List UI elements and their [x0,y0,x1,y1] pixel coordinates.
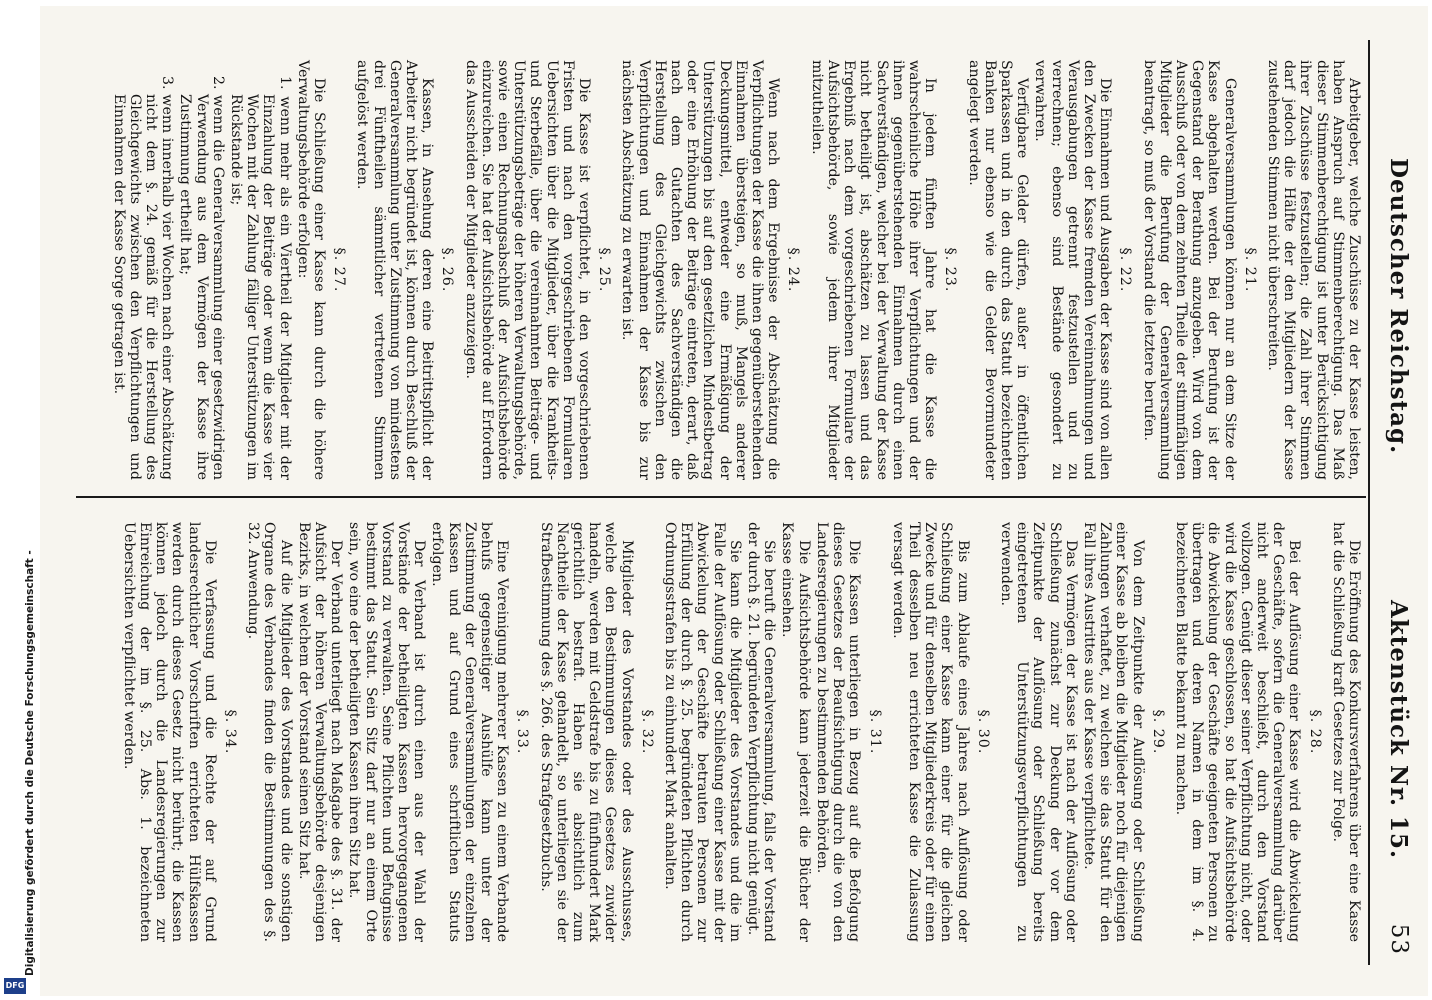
column-divider [76,496,1366,498]
list-item: 1. wenn mehr als ein Viertheil der Mitglieder mit der Einzahlung der Beiträge oder wenn die Kasse vier Wochen mit der Zahlung fälliger Unterstützungen im Rückstande ist; [228,76,293,480]
paragraph: Die Einnahmen und Ausgaben der Kasse sind von allen den Zwecken der Kasse fremden Vereinnahmungen und Verausgabungen getrennt festzustellen und zu verrechnen; ebenso sind Bestände gesondert zu verwahren. [1032,60,1114,480]
paragraph: Von dem Zeitpunkte der Auflösung oder Schließung einer Kasse ab bleiben die Mitglieder noch für diejenigen Zahlungen verhaftet, zu welchen sie das Statut für den Fall ihres Austrittes aus der Kasse verpflichtete. [1080,522,1146,942]
paragraph: Die Kassen unterliegen in Bezug auf die Befolgung dieses Gesetzes der Beaufsichtigung durch die von den Landesregierungen zu bestimmenden Behörden. [813,522,863,942]
paragraph: Die Eröffnung des Konkursverfahrens über eine Kasse hat die Schließung kraft Gesetzes zur Folge. [1329,522,1362,942]
paragraph: Sie beruft die Generalversammlung, falls der Vorstand der durch §. 21. begründeten Verpflichtung nicht genügt. [745,522,778,942]
paragraph: Die Schließung einer Kasse kann durch die höhere Verwaltungsbehörde erfolgen: [294,60,328,480]
paragraph: Auf die Mitglieder des Vorstandes und die sonstigen Organe des Verbandes finden die Bestimmungen des §. 32. Anwendung. [245,522,294,942]
digitization-footer [0,0,36,1000]
left-column [108,60,1362,480]
dfg-logo: DFG [4,978,26,994]
section-heading-33: §. 33. [514,709,531,755]
section-heading-21: §. 21. [1241,247,1258,293]
paragraph: Die Verfassung und die Rechte der auf Grund landesrechtlicher Vorschriften errichteten Hülfskassen werden durch dieses Gesetz nicht berührt; die Kassen können jedoch durch die Landesregierungen zur Einreichung der im §. 25. Abs. 1. bezeichneten Uebersichten verpflichtet werden. [120,522,218,942]
header-right: Aktenstück Nr. 15. [1385,600,1412,860]
section-heading-28: §. 28. [1306,709,1323,755]
paragraph: Der Verband ist durch einen aus der Wahl der Vorstände der betheiligten Kassen hervorgegangenen Vorstand zu verwalten. Seine Pflichten und Befugnisse bestimmt das Statut. Sein Sitz darf nur an einem Orte sein, wo eine der betheiligten Kassen ihren Sitz hat. [346,522,428,942]
paragraph: Arbeitgeber, welche Zuschüsse zu der Kasse leisten, haben Anspruch auf Stimmenberechtigung. Das Maß dieser Stimmenberechtigung ist unter Berücksichtigung ihrer Zuschüsse festzustellen; die Zahl ihrer Stimmen darf jedoch die Hälfte der den Mitgliedern der Kasse zustehenden Stimmen nicht überschreiten. [1264,60,1362,480]
rotated-page [32,0,1432,1000]
paragraph: Bei der Auflösung einer Kasse wird die Abwickelung der Geschäfte, sofern die Generalversammlung darüber nicht anderweit beschließt, durch den Vorstand vollzogen. Genügt dieser seiner Verpflichtung nicht, oder wird die Kasse geschlossen, so hat die Aufsichtsbehörde die Abwickelung der Geschäfte geeigneten Personen zu übertragen und deren Namen in dem im §. 4. bezeichneten Blatte bekannt zu machen. [1172,522,1303,942]
paragraph: Das Vermögen der Kasse ist nach der Auflösung oder Schließung zunächst zur Deckung der vor dem Zeitpunkte der Auflösung oder Schließung bereits eingetretenen Unterstützungsverpflichtungen zu verwenden. [997,522,1079,942]
section-heading-32: §. 32. [638,709,655,755]
paragraph: Verfügbare Gelder dürfen, außer in öffentlichen Sparkassen und in den durch das Statut bezeichneten Banken nur ebenso wie die Gelder Bevormundeter angelegt werden. [965,60,1031,480]
section-heading-26: §. 26. [439,247,456,293]
section-heading-34: §. 34. [222,709,238,755]
section-heading-24: §. 24. [785,247,802,293]
list-item: 3. wenn innerhalb vier Wochen nach einer Abschätzung nicht dem §. 24. gemäß für die Herstellung des Gleichgewichts zwischen den Verpflichtungen und Einnahmen der Kasse Sorge getragen ist. [110,76,176,480]
paragraph: Wenn nach dem Ergebnisse der Abschätzung die Verpflichtungen der Kasse die ihnen gegenüberstehenden Einnahmen übersteigen, so muß, Mangels anderer Deckungsmittel, entweder eine Ermäßigung der Unterstützungen bis auf den gesetzlichen Mindestbetrag oder eine Erhöhung der Beiträge eintreten, derart, daß nach dem Gutachten des Sachverständigen die Herstellung des Gleichgewichts zwischen den Verpflichtungen und Einnahmen der Kasse bis zur nächsten Abschätzung zu erwarten ist. [619,60,782,480]
right-column [119,522,1362,942]
section-heading-29: §. 29. [1149,709,1166,755]
section-heading-30: §. 30. [974,709,991,755]
paragraph: Bis zum Ablaufe eines Jahres nach Auflösung oder Schließung einer Kasse kann einer für die gleichen Zwecke und für denselben Mitgliederkreis oder für einen Theil desselben neu errichteten Kasse die Zulassung versagt werden. [889,522,971,942]
section-heading-25: §. 25. [596,247,613,293]
page-number: 53 [1386,923,1412,955]
paragraph: In jedem fünften Jahre hat die Kasse die wahrscheinliche Höhe ihrer Verpflichtungen und der ihnen gegenüberstehenden Einnahmen durch einen Sachverständigen, welcher bei der Verwaltung der Kasse nicht betheiligt ist, abschätzen zu lassen und das Ergebniß nach dem vorgeschriebenen Formulare der Aufsichtsbehörde, sowie jedem ihrer Mitglieder mitzutheilen. [808,60,939,480]
paragraph: Generalversammlungen können nur an dem Sitze der Kasse abgehalten werden. Bei der Berufung ist der Gegenstand der Berathung anzugeben. Wird von dem Ausschuß oder von dem zehnten Theile der stimmfähigen Mitglieder die Berufung der Generalversammlung beantragt, so muß der Vorstand die letztere berufen. [1140,60,1238,480]
paragraph: Die Kasse ist verpflichtet, in den vorgeschriebenen Fristen und nach den vorgeschriebenen Formularen Uebersichten über die Mitglieder, über die Krankheits- und Sterbefälle, über die vereinnahmten Beiträge- und Unterstützungsbeträge der höheren Verwaltungsbehörde, sowie einen Rechnungsabschluß der Aufsichtsbehörde einzureichen. Sie hat der Aufsichtsbehörde auf Erfordern das Ausscheiden der Mitglieder anzuzeigen. [462,60,593,480]
digitization-credit: Digitalisierung gefördert durch die Deutsche Forschungsgemeinschaft - [24,550,36,976]
paragraph: Der Verband unterliegt nach Maßgabe des §. 31. der Aufsicht der höheren Verwaltungsbehörde desjenigen Bezirks, in welchem der Vorstand seinen Sitz hat. [295,522,345,942]
paragraph: Mitglieder des Vorstandes oder des Ausschusses, welche den Bestimmungen dieses Gesetzes zuwider handeln, werden mit Geldstrafe bis zu fünfhundert Mark gerichtlich bestraft. Haben sie absichtlich zum Nachtheile der Kasse gehandelt, so unterliegen sie der Strafbestimmung des §. 266. des Strafgesetzbuchs. [537,522,635,942]
paragraph: Kassen, in Ansehung deren eine Beitrittspflicht der Arbeiter nicht begründet ist, können durch Beschluß der Generalversammlung unter Zustimmung von mindestens drei Fünftheilen sämmtlicher vertretenen Stimmen aufgelöst werden. [354,60,436,480]
paragraph: Sie kann die Mitglieder des Vorstandes und die im Falle der Auflösung oder Schließung einer Kasse mit der Abwickelung der Geschäfte betrauten Personen zur Erfüllung der durch §. 25. begründeten Pflichten durch Ordnungsstrafen bis zu einhundert Mark anhalten. [662,522,743,942]
section-heading-23: §. 23. [942,247,959,293]
header-rule [1368,40,1370,965]
paragraph: Die Aufsichtsbehörde kann jederzeit die Bücher der Kasse einsehen. [779,522,812,942]
header-left: Deutscher Reichstag. [1385,158,1412,455]
section-heading-27: §. 27. [331,247,348,293]
running-header [1374,40,1414,955]
list-item: 2. wenn die Generalversammlung einer gesetzwidrigen Verwendung aus dem Vermögen der Kasse ihre Zustimmung ertheilt hat; [177,76,226,480]
section-heading-31: §. 31. [866,709,883,755]
paragraph: Eine Vereinigung mehrerer Kassen zu einem Verbande behufs gegenseitiger Aushülfe kann unter der Zustimmung der Generalversammlungen der einzelnen Kassen und auf Grund eines schriftlichen Statuts erfolgen. [429,522,511,942]
section-heading-22: §. 22. [1117,247,1134,293]
